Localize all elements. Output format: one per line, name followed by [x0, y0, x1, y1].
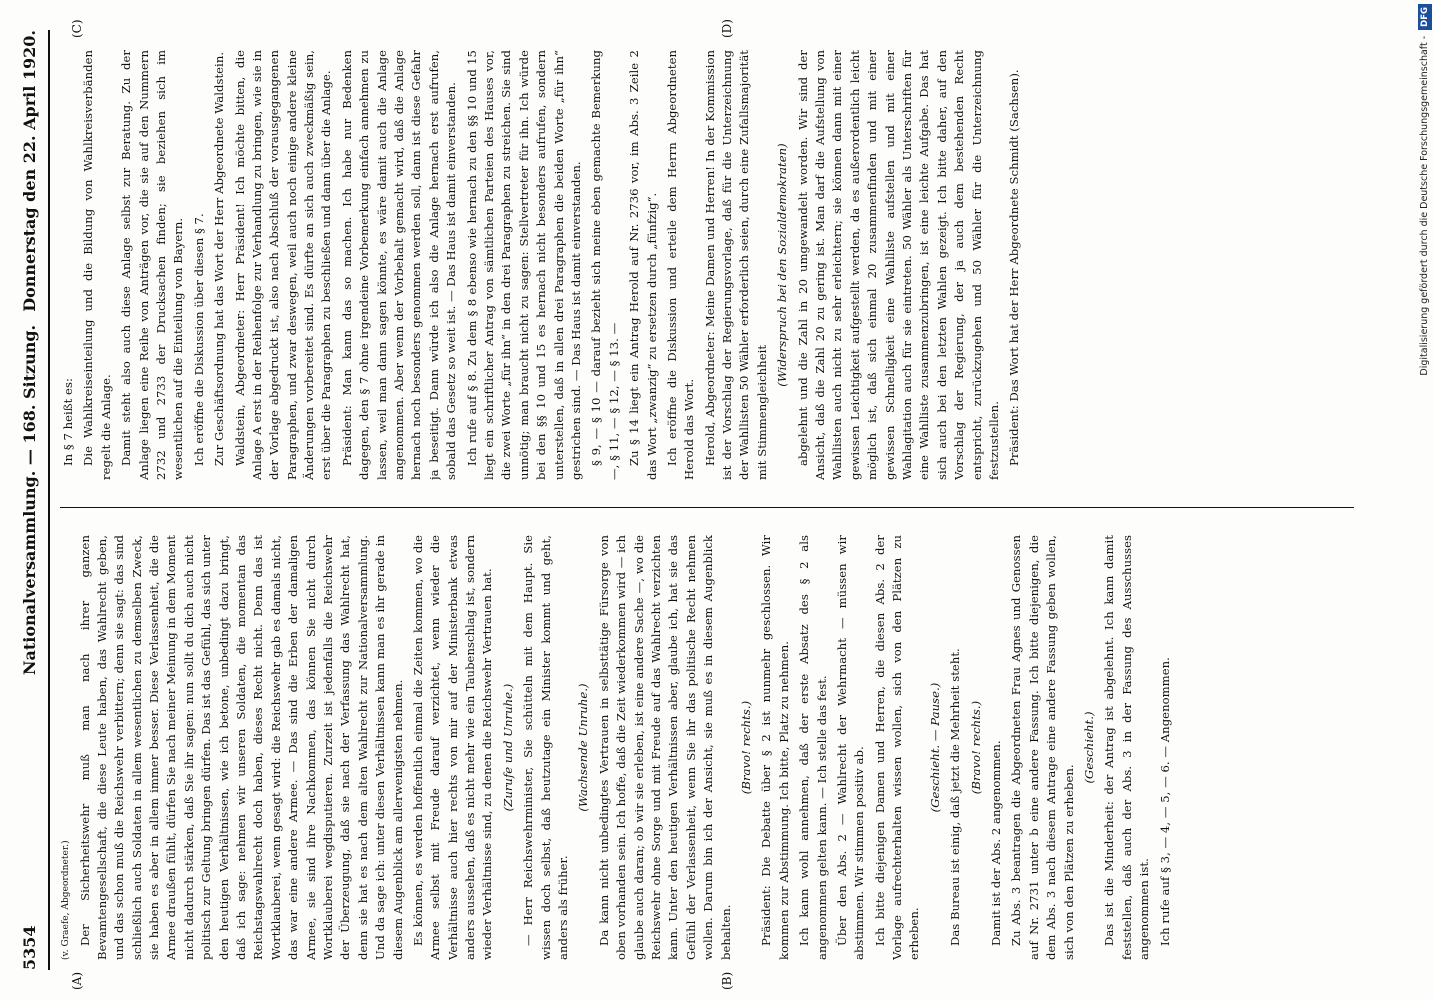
dfg-logo-icon: DFG — [1418, 4, 1432, 30]
left-column — [60, 535, 1394, 960]
funding-stamp — [1418, 4, 1432, 996]
interjection: (Bravo! rechts.) — [968, 700, 983, 795]
herold-statement: Herold, Abgeordneter: Meine Damen und Herren! In der Kommission ist der Vorschlag der Regierungsvorlage, daß für die Unterzeichnung der Wahllisten 50 Wähler erforderlich seien, durch eine Zufallsmajorität mit Stimmengleichheit — [702, 50, 769, 480]
funding-stamp-text — [1418, 4, 1432, 996]
waldstein-statement: Waldstein, Abgeordneter: Herr Präsident! Ich möchte bitten, die Anlage A erst in der Reihenfolge zur Verhandlung zu bringen, wie sie in der Vorlage abgedruckt ist, also nach Abschluß der vorausgegangenen Paragraphen, und zwar deswegen, weil auch noch einige andere kleine Änderungen vorbereitet sind. Es dürfte an sich auch zweckmäßig sein, erst über die Paragraphen zu beschließen und dann über die Anlage. — [232, 50, 334, 480]
interjection: (Geschieht. — Pause.) — [927, 682, 942, 813]
paragraph: Ich bitte diejenigen Damen und Herren, die diesen Abs. 2 der Vorlage aufrechterhalten wissen wollen, sich von den Plätzen zu erheben. — [872, 535, 922, 960]
funding-text: Digitalisierung gefördert durch die Deutsche Forschungsgemeinschaft - — [1419, 35, 1430, 376]
paragraph: Die Wahlkreiseinteilung und die Bildung von Wahlkreisverbänden regelt die Anlage. — [81, 50, 113, 480]
session-title: Nationalversammlung. — 168. Sitzung. — [20, 324, 39, 676]
interjection: (Wachsende Unruhe.) — [576, 683, 591, 812]
paragraph: Über den Abs. 2 — Wahlrecht der Wehrmacht — müssen wir abstimmen. Wir stimmen positiv ab. — [834, 535, 867, 960]
paragraph: Der Sicherheitswehr muß man nach ihrer ganzen Bevamtengesellschaft, die diese Leute haben, das Wahlrecht geben, und das schon muß die Reichswehr verbittern; denn sie sagt: das sind schließlich auch Soldaten in allem wesentlichen zu demselben Zweck, sie haben es aber in allem immer besser. Diese Verlassenheit, die die Armee draußen fühlt, dürfen Sie nach meiner Meinung in dem Moment nicht dadurch stärken, daß Sie ihr sagen: nun sollt du dich auch nicht politisch zur Geltung bringen dürfen. Das ist das Gefühl, das sich unter den heutigen Verhältnissen, wie ich betone, unbedingt dazu bringt, daß ich sage: nehmen wir unseren Soldaten, die momentan das Reichstagswahlrecht doch haben, dieses Recht nicht. Denn das ist Wortklauberei, wenn gesagt wird: die Reichswehr gab es damals nicht, das war eine andere Armee. — Das sind die Erben der damaligen Armee, sie sind ihre Nachkommen, das können Sie nicht durch Wortklauberei wegdisputieren. Zurzeit ist jedenfalls die Reichswehr der Überzeugung, daß sie nach der Verfassung das Wahlrecht hat, denn sie hat es nach dem alten Wahlrecht zur Nationalversammlung. Und da sage ich: unter diesen Verhältnissen kann man es ihr gerade in diesem Augenblick am allerwenigsten nehmen. — [77, 535, 405, 960]
interjection: (Bravo! rechts.) — [738, 700, 753, 795]
paragraph: Damit steht also auch diese Anlage selbst zur Beratung. Zu der Anlage liegen eine Reihe von Anträgen vor, die sie auf den Nummern 2732 und 2733 der Drucksachen finden; sie beziehen sich im wesentlichen auf die Einteilung von Bayern. — [119, 50, 186, 480]
paragraph: Zu Abs. 3 beantragen die Abgeordneten Frau Agnes und Genossen auf Nr. 2731 unter b eine andere Fassung. Ich bitte diejenigen, die dem Abs. 3 nach diesem Antrage eine andere Fassung geben wollen, sich von den Plätzen zu erheben. — [1009, 535, 1076, 960]
margin-marker-b: (B) — [720, 971, 734, 990]
margin-marker-c: (C) — [70, 19, 84, 38]
column-divider — [60, 507, 1354, 508]
margin-marker-d: (D) — [720, 19, 734, 38]
paragraph: In § 7 heißt es: — [61, 378, 75, 466]
paragraph: Ich eröffne die Diskussion über diesen § 7. — [191, 213, 206, 466]
paragraph: Das ist die Minderheit: der Antrag ist abgelehnt. Ich kann damit feststellen, daß auch der Abs. 3 in der Fassung des Ausschusses angenommen ist. — [1102, 535, 1152, 960]
page-number: 5354 — [20, 925, 39, 970]
paragraph: abgelehnt und die Zahl in 20 umgewandelt worden. Wir sind der Ansicht, daß die Zahl 20 zu gering ist. Man darf die Aufstellung von Wahllisten auch nicht zu sehr erleichtern; sie können dann mit einer gewissen Leichtigkeit aufgestellt werden, da es außerordentlich leicht möglich ist, daß sich einmal 20 zusammenfinden und mit einer gewissen Schnelligkeit eine Wahlliste aufstellen und mit einer Wahlagitation auch für sie eintreten. 50 Wähler als Unterschriften für eine Wahlliste zusammenzubringen, ist eine leichte Aufgabe. Das hat sich auch bei den letzten Wahlen gezeigt. Ich bitte daher, auf den Vorschlag der Regierung, der ja auch dem bestehenden Recht entspricht, zurückzugehen und 50 Wähler für die Unterzeichnung festzustellen. — [795, 50, 1001, 480]
president-statement: Präsident: Man kann das so machen. Ich habe nur Bedenken dagegen, den § 7 ohne irgendeine Vorbemerkung einfach annehmen zu lassen, weil man dann sagen könnte, es wäre damit auch die Anlage angenommen. Aber wenn der Vorbehalt gemacht wird, daß die Anlage hernach noch besonders genommen werden soll, dann ist diese Gefahr ja beseitigt. Dann würde ich also die Anlage hernach erst aufrufen, sobald das Gesetz so weit ist. — Das Haus ist damit einverstanden. — [339, 50, 459, 480]
page-header — [20, 30, 50, 970]
paragraph: Ich eröffne die Diskussion und erteile dem Herrn Abgeordneten Herold das Wort. — [664, 50, 697, 480]
interjection: (Geschieht.) — [1081, 711, 1096, 784]
paragraph: Ich rufe auf § 3, — 4, — 5, — 6. — Angenommen. — [1157, 657, 1172, 946]
president-statement: Präsident: Das Wort hat der Herr Abgeordnete Schmidt (Sachsen). — [1007, 69, 1022, 466]
paragraph: Damit ist der Abs. 2 angenommen. — [989, 740, 1004, 946]
paragraph: Zu § 14 liegt ein Antrag Herold auf Nr. 2736 vor, im Abs. 3 Zeile 2 das Wort „zwanzig“ zu ersetzen durch „fünfzig“. — [627, 50, 659, 480]
speaker-line: (v. Graefe, Abgeordneter.) — [61, 840, 71, 960]
paragraph: Das Bureau ist einig, daß jetzt die Mehrheit steht. — [948, 648, 963, 946]
paragraph: Es können, es werden hoffentlich einmal die Zeiten kommen, wo die Armee selbst mit Freude darauf verzichtet, wenn wieder die Verhältnisse auch hier rechts von mir auf der Ministerbank etwas anders aussehen, daß es nicht mehr wie ein Taubenschlag ist, sondern wieder Verhältnisse sind, zu denen die Reichswehr Vertrauen hat. — [410, 535, 495, 960]
session-date: Donnerstag den 22. April 1920. — [20, 30, 39, 312]
paragraph: Ich kann wohl annehmen, daß der erste Absatz des § 2 als angenommen gelten kann. — Ich stelle das fest. — [797, 535, 829, 960]
president-statement: Präsident: Die Debatte über § 2 ist nunmehr geschlossen. Wir kommen zur Abstimmung. Ich bitte, Platz zu nehmen. — [759, 535, 791, 960]
paragraph: Da kann nicht unbedingtes Vertrauen in selbsttätige Fürsorge von oben vorhanden sein. Ich hoffe, daß die Zeit wiederkommen wird — ich glaube auch daran; ob wir sie erleben, ist eine andere Sache —, wo die Reichswehr ohne Sorge und mit Freude auf das Wahlrecht verzichten kann. Unter den heutigen Verhältnissen aber, glaube ich, hat sie das Gefühl der Verlassenheit, wenn Sie ihr das politische Recht nehmen wollen. Darum bin ich der Ansicht, sie muß es in diesem Augenblick behalten. — [596, 535, 733, 960]
paragraph: Zur Geschäftsordnung hat das Wort der Herr Abgeordnete Waldstein. — [212, 51, 227, 466]
header-rule — [48, 30, 50, 970]
paragraph: § 9, — § 10 — darauf bezieht sich meine eben gemachte Bemerkung —, § 11, — § 12, — § 13. — — [589, 50, 621, 480]
paragraph: Ich rufe auf § 8. Zu dem § 8 ebenso wie hernach zu den §§ 10 und 15 liegt ein schriftlicher Antrag von sämtlichen Parteien des Hauses vor, die zwei Worte „für ihn“ in den drei Paragraphen zu streichen. Sie sind unnötig; man braucht nicht zu sagen: Stellvertreter für ihn. Ich würde bei den §§ 10 und 15 es hernach nicht besonders aufrufen, sondern unterstellen, daß in allen drei Paragraphen die beiden Worte „für ihn“ gestrichen sind. — Das Haus ist damit einverstanden. — [464, 50, 583, 480]
paragraph: — Herr Reichswehrminister, Sie schütteln mit dem Haupt. Sie wissen doch selbst, daß heutzutage ein Minister kommt und geht, anders als früher. — [521, 535, 571, 960]
right-column — [60, 50, 1394, 480]
margin-marker-a: (A) — [70, 971, 84, 990]
interjection: (Zurufe und Unruhe.) — [500, 683, 515, 812]
interjection: (Widerspruch bei den Sozialdemokraten) — [775, 143, 790, 387]
